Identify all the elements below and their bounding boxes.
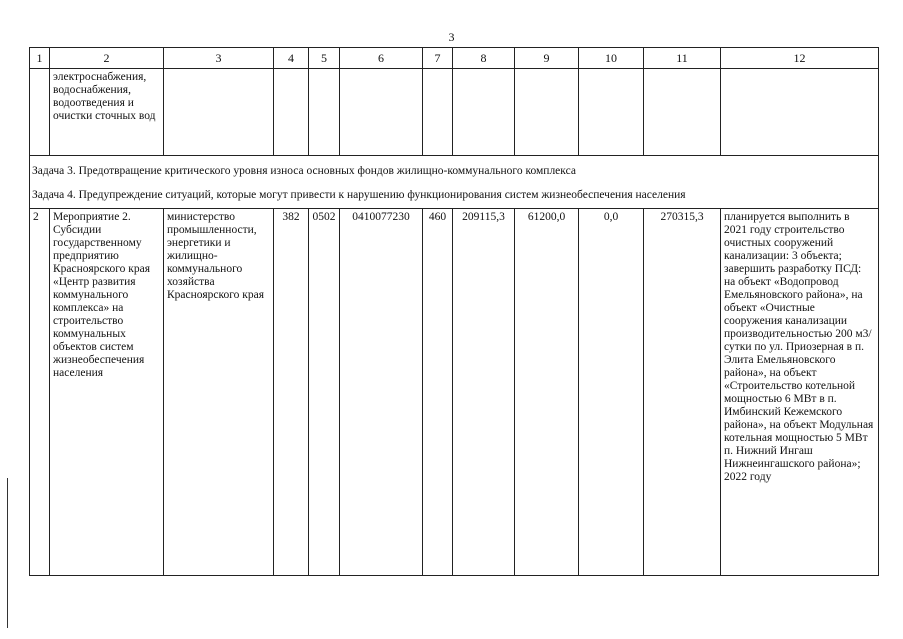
continued-row [30,69,879,156]
section-code-cell: 0502 [309,209,340,576]
col-header-7: 7 [423,48,453,69]
margin-line [7,478,8,628]
total-amount-cell: 270315,3 [644,209,721,576]
table-row [30,209,879,576]
col-header-11: 11 [644,48,721,69]
grbs-code-cell: 382 [274,209,309,576]
expense-type-cell: 460 [423,209,453,576]
col-header-3: 3 [164,48,274,69]
col-header-6: 6 [340,48,423,69]
col-header-12: 12 [721,48,879,69]
page-number: 3 [448,30,455,44]
row-number: 2 [30,209,50,576]
expected-result-cell: планируется выполнить в 2021 году строительство очистных сооружений канализации: 3 объекта; завершить разработку ПСД: на объект «Водопровод Емельяновского района», на объект «Очистные сооружения канализации производительностью 200 м3/сутки по ул. Приозерная в п. Элита Емельяновского района», на объект «Строительство котельной мощностью 6 МВт в п. Имбинский Кежемского района», на объект Модульная котельная мощностью 5 МВт п. Нижний Ингаш Нижнеингашского района»; 2022 году [721,209,879,576]
col-header-10: 10 [579,48,644,69]
column-number-row [30,48,879,69]
target-article-cell: 0410077230 [340,209,423,576]
year-3-amount-cell: 0,0 [579,209,644,576]
col-header-4: 4 [274,48,309,69]
col-header-9: 9 [515,48,579,69]
col-header-8: 8 [453,48,515,69]
task-4: Задача 4. Предупреждение ситуаций, которые могут привести к нарушению функционирования систем жизнеобеспечения населения [32,189,686,201]
continued-goal-text: электроснабжения, водоснабжения, водоотведения и очистки сточных вод [50,69,164,156]
year-1-amount-cell: 209115,3 [453,209,515,576]
task-row [30,156,879,209]
program-table [29,47,879,576]
col-header-2: 2 [50,48,164,69]
measure-cell: Мероприятие 2. Субсидии государственному предприятию Красноярского края «Центр развития коммунального комплекса» на строительство коммунальных объектов систем жизнеобеспечения населения [50,209,164,576]
task-3: Задача 3. Предотвращение критического уровня износа основных фондов жилищно-коммунального комплекса [32,165,576,177]
year-2-amount-cell: 61200,0 [515,209,579,576]
executor-cell: министерство промышленности, энергетики и жилищно-коммунального хозяйства Красноярского края [164,209,274,576]
col-header-1: 1 [30,48,50,69]
col-header-5: 5 [309,48,340,69]
